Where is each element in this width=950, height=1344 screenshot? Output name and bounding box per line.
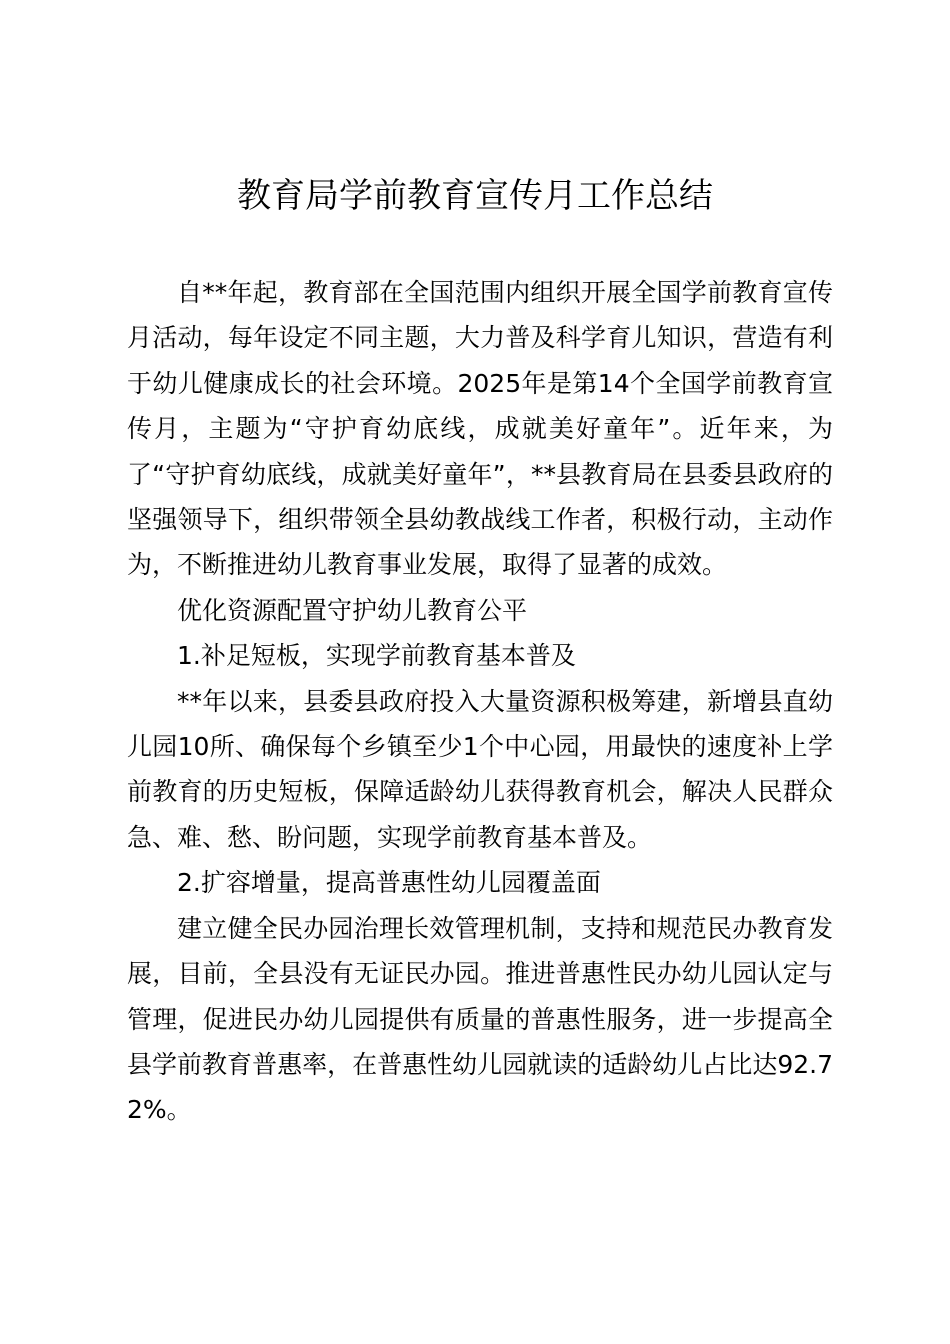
intro-paragraph: 自**年起，教育部在全国范围内组织开展全国学前教育宣传月活动，每年设定不同主题，大力普及科学育儿知识，营造有利于幼儿健康成长的社会环境。2025年是第14个全国学前教育宣传月，主题为“守护育幼底线，成就美好童年”。近年来，为了“守护育幼底线，成就美好童年”，**县教育局在县委县政府的坚强领导下，组织带领全县幼教战线工作者，积极行动，主动作为，不断推进幼儿教育事业发展，取得了显著的成效。 [127,278,833,580]
subsection-heading-1: 1.补足短板，实现学前教育基本普及 [177,641,576,671]
section-heading: 优化资源配置守护幼儿教育公平 [177,595,528,625]
subsection-paragraph-2: 建立健全民办园治理长效管理机制，支持和规范民办教育发展，目前，全县没有无证民办园。推进普惠性民办幼儿园认定与管理，促进民办幼儿园提供有质量的普惠性服务，进一步提高全县学前教育普惠率，在普惠性幼儿园就读的适龄幼儿占比达92.72%。 [127,913,833,1125]
subsection-paragraph-1: **年以来，县委县政府投入大量资源积极筹建，新增县直幼儿园10所、确保每个乡镇至少1个中心园，用最快的速度补上学前教育的历史短板，保障适龄幼儿获得教育机会，解决人民群众急、难、愁、盼问题，实现学前教育基本普及。 [127,686,833,852]
document-body [127,270,833,1133]
document-title: 教育局学前教育宣传月工作总结 [237,176,713,216]
subsection-heading-2: 2.扩容增量，提高普惠性幼儿园覆盖面 [177,868,601,898]
